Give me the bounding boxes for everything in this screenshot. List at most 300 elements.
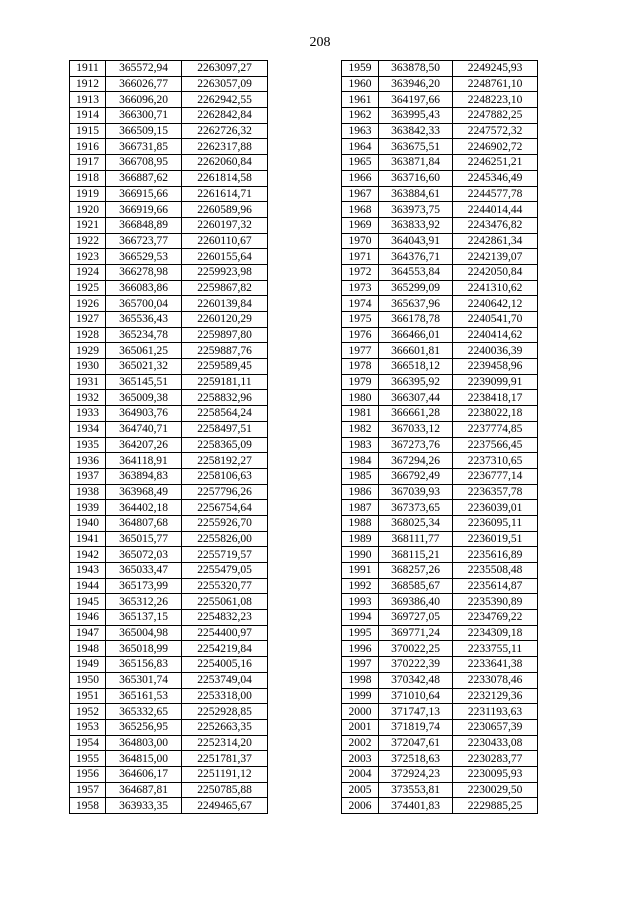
- coordinate-y-cell: 2260155,64: [182, 249, 268, 265]
- coordinate-y-cell: 2262942,55: [182, 92, 268, 108]
- point-number-cell: 1930: [70, 359, 106, 375]
- table-row: [342, 264, 538, 280]
- coordinate-y-cell: 2233078,46: [453, 672, 538, 688]
- page-number: 208: [309, 35, 331, 50]
- coordinate-y-cell: 2260589,96: [182, 202, 268, 218]
- coordinate-x-cell: 363878,50: [379, 61, 453, 77]
- table-row: [70, 186, 268, 202]
- coordinate-x-cell: 366178,78: [379, 312, 453, 328]
- coordinate-y-cell: 2237310,65: [453, 453, 538, 469]
- coordinate-x-cell: 365256,95: [106, 719, 182, 735]
- coordinate-x-cell: 364197,66: [379, 92, 453, 108]
- coordinate-x-cell: 365234,78: [106, 327, 182, 343]
- coordinate-x-cell: 365156,83: [106, 657, 182, 673]
- coordinate-x-cell: 374401,83: [379, 798, 453, 814]
- point-number-cell: 1914: [70, 108, 106, 124]
- point-number-cell: 1996: [342, 641, 379, 657]
- table-row: [70, 421, 268, 437]
- coordinate-x-cell: 364903,76: [106, 406, 182, 422]
- coordinate-y-cell: 2248761,10: [453, 76, 538, 92]
- coordinate-x-cell: 370222,39: [379, 657, 453, 673]
- coordinate-x-cell: 366661,28: [379, 406, 453, 422]
- point-number-cell: 1974: [342, 296, 379, 312]
- coordinate-x-cell: 367033,12: [379, 421, 453, 437]
- table-row: [342, 453, 538, 469]
- coordinate-x-cell: 367039,93: [379, 484, 453, 500]
- coordinate-y-cell: 2248223,10: [453, 92, 538, 108]
- coordinate-x-cell: 372518,63: [379, 751, 453, 767]
- coordinate-y-cell: 2258365,09: [182, 437, 268, 453]
- coordinate-x-cell: 363946,20: [379, 76, 453, 92]
- table-row: [342, 76, 538, 92]
- table-row: [70, 155, 268, 171]
- table-row: [70, 594, 268, 610]
- point-number-cell: 1918: [70, 170, 106, 186]
- coordinate-y-cell: 2260197,32: [182, 217, 268, 233]
- point-number-cell: 1941: [70, 531, 106, 547]
- table-row: [70, 531, 268, 547]
- point-number-cell: 1951: [70, 688, 106, 704]
- coordinate-x-cell: 371010,64: [379, 688, 453, 704]
- coordinate-y-cell: 2238022,18: [453, 406, 538, 422]
- coordinate-x-cell: 363884,61: [379, 186, 453, 202]
- table-row: [70, 453, 268, 469]
- table-row: [342, 233, 538, 249]
- coordinate-x-cell: 366278,98: [106, 264, 182, 280]
- point-number-cell: 1931: [70, 374, 106, 390]
- point-number-cell: 1956: [70, 766, 106, 782]
- table-row: [342, 421, 538, 437]
- table-row: [342, 186, 538, 202]
- point-number-cell: 1952: [70, 704, 106, 720]
- coordinate-x-cell: 364687,81: [106, 782, 182, 798]
- coordinate-y-cell: 2250785,88: [182, 782, 268, 798]
- coordinate-x-cell: 366518,12: [379, 359, 453, 375]
- point-number-cell: 1929: [70, 343, 106, 359]
- coordinate-y-cell: 2247882,25: [453, 108, 538, 124]
- point-number-cell: 1947: [70, 625, 106, 641]
- coordinate-y-cell: 2251191,12: [182, 766, 268, 782]
- coordinate-x-cell: 366601,81: [379, 343, 453, 359]
- coordinate-x-cell: 365018,99: [106, 641, 182, 657]
- coordinate-x-cell: 368115,21: [379, 547, 453, 563]
- table-row: [342, 249, 538, 265]
- coordinate-y-cell: 2255826,00: [182, 531, 268, 547]
- coordinate-y-cell: 2242139,07: [453, 249, 538, 265]
- point-number-cell: 1989: [342, 531, 379, 547]
- coordinate-x-cell: 373553,81: [379, 782, 453, 798]
- coordinate-x-cell: 364803,00: [106, 735, 182, 751]
- table-row: [342, 170, 538, 186]
- table-row: [70, 76, 268, 92]
- table-row: [70, 688, 268, 704]
- table-row: [342, 578, 538, 594]
- coordinate-y-cell: 2252663,35: [182, 719, 268, 735]
- table-row: [70, 625, 268, 641]
- table-row: [342, 751, 538, 767]
- table-row: [70, 108, 268, 124]
- point-number-cell: 1920: [70, 202, 106, 218]
- table-row: [70, 312, 268, 328]
- point-number-cell: 1980: [342, 390, 379, 406]
- point-number-cell: 1942: [70, 547, 106, 563]
- coordinate-y-cell: 2259589,45: [182, 359, 268, 375]
- coordinate-x-cell: 364043,91: [379, 233, 453, 249]
- point-number-cell: 2002: [342, 735, 379, 751]
- coordinate-y-cell: 2233641,38: [453, 657, 538, 673]
- point-number-cell: 1960: [342, 76, 379, 92]
- table-row: [342, 657, 538, 673]
- point-number-cell: 1955: [70, 751, 106, 767]
- coordinate-x-cell: 367273,76: [379, 437, 453, 453]
- point-number-cell: 1975: [342, 312, 379, 328]
- coordinate-y-cell: 2239458,96: [453, 359, 538, 375]
- coordinate-x-cell: 366466,01: [379, 327, 453, 343]
- point-number-cell: 1982: [342, 421, 379, 437]
- table-row: [70, 515, 268, 531]
- coordinate-x-cell: 363842,33: [379, 123, 453, 139]
- coordinate-x-cell: 365033,47: [106, 563, 182, 579]
- coordinate-x-cell: 371819,74: [379, 719, 453, 735]
- coordinate-x-cell: 363675,51: [379, 139, 453, 155]
- coordinate-y-cell: 2258497,51: [182, 421, 268, 437]
- coordinate-x-cell: 366731,85: [106, 139, 182, 155]
- point-number-cell: 1924: [70, 264, 106, 280]
- coordinate-y-cell: 2260139,84: [182, 296, 268, 312]
- table-row: [342, 343, 538, 359]
- table-row: [342, 782, 538, 798]
- table-row: [342, 641, 538, 657]
- table-row: [342, 625, 538, 641]
- coordinate-y-cell: 2244577,78: [453, 186, 538, 202]
- table-row: [70, 264, 268, 280]
- coordinate-y-cell: 2242861,34: [453, 233, 538, 249]
- point-number-cell: 1944: [70, 578, 106, 594]
- coordinate-x-cell: 365301,74: [106, 672, 182, 688]
- coordinate-x-cell: 365137,15: [106, 610, 182, 626]
- coordinate-x-cell: 365072,03: [106, 547, 182, 563]
- table-row: [70, 484, 268, 500]
- coordinate-x-cell: 363894,83: [106, 468, 182, 484]
- coordinate-y-cell: 2255926,70: [182, 515, 268, 531]
- table-row: [342, 766, 538, 782]
- coordinate-x-cell: 365173,99: [106, 578, 182, 594]
- coordinate-y-cell: 2236777,14: [453, 468, 538, 484]
- point-number-cell: 1986: [342, 484, 379, 500]
- point-number-cell: 1912: [70, 76, 106, 92]
- coordinate-y-cell: 2258192,27: [182, 453, 268, 469]
- point-number-cell: 1950: [70, 672, 106, 688]
- coordinate-x-cell: 365312,26: [106, 594, 182, 610]
- point-number-cell: 1967: [342, 186, 379, 202]
- coordinate-y-cell: 2231193,63: [453, 704, 538, 720]
- coordinate-y-cell: 2230029,50: [453, 782, 538, 798]
- coordinate-x-cell: 365009,38: [106, 390, 182, 406]
- point-number-cell: 1958: [70, 798, 106, 814]
- point-number-cell: 1977: [342, 343, 379, 359]
- coordinate-y-cell: 2235508,48: [453, 563, 538, 579]
- table-row: [70, 578, 268, 594]
- table-row: [70, 217, 268, 233]
- coordinate-x-cell: 365161,53: [106, 688, 182, 704]
- table-row: [70, 359, 268, 375]
- coordinate-x-cell: 367373,65: [379, 500, 453, 516]
- point-number-cell: 1992: [342, 578, 379, 594]
- point-number-cell: 1985: [342, 468, 379, 484]
- coordinate-x-cell: 363833,92: [379, 217, 453, 233]
- point-number-cell: 1990: [342, 547, 379, 563]
- table-row: [342, 406, 538, 422]
- point-number-cell: 1927: [70, 312, 106, 328]
- point-number-cell: 1938: [70, 484, 106, 500]
- coordinates-table-left: [69, 60, 268, 814]
- coordinate-y-cell: 2240036,39: [453, 343, 538, 359]
- coordinate-y-cell: 2235616,89: [453, 547, 538, 563]
- table-row: [342, 563, 538, 579]
- coordinate-y-cell: 2254005,16: [182, 657, 268, 673]
- point-number-cell: 1945: [70, 594, 106, 610]
- point-number-cell: 1995: [342, 625, 379, 641]
- table-row: [70, 374, 268, 390]
- point-number-cell: 2004: [342, 766, 379, 782]
- coordinate-x-cell: 363716,60: [379, 170, 453, 186]
- point-number-cell: 1981: [342, 406, 379, 422]
- coordinate-y-cell: 2236039,01: [453, 500, 538, 516]
- coordinate-y-cell: 2240642,12: [453, 296, 538, 312]
- table-row: [342, 704, 538, 720]
- coordinate-x-cell: 366096,20: [106, 92, 182, 108]
- coordinate-x-cell: 364553,84: [379, 264, 453, 280]
- coordinate-y-cell: 2253318,00: [182, 688, 268, 704]
- coordinate-x-cell: 366026,77: [106, 76, 182, 92]
- point-number-cell: 1940: [70, 515, 106, 531]
- point-number-cell: 1928: [70, 327, 106, 343]
- point-number-cell: 2001: [342, 719, 379, 735]
- coordinate-y-cell: 2261614,71: [182, 186, 268, 202]
- point-number-cell: 1954: [70, 735, 106, 751]
- coordinate-x-cell: 370022,25: [379, 641, 453, 657]
- coordinate-x-cell: 365700,04: [106, 296, 182, 312]
- coordinate-y-cell: 2259897,80: [182, 327, 268, 343]
- coordinate-y-cell: 2256754,64: [182, 500, 268, 516]
- coordinate-x-cell: 369386,40: [379, 594, 453, 610]
- coordinate-y-cell: 2260110,67: [182, 233, 268, 249]
- point-number-cell: 1953: [70, 719, 106, 735]
- coordinate-x-cell: 368111,77: [379, 531, 453, 547]
- point-number-cell: 1991: [342, 563, 379, 579]
- coordinate-y-cell: 2241310,62: [453, 280, 538, 296]
- coordinate-y-cell: 2235390,89: [453, 594, 538, 610]
- table-row: [70, 296, 268, 312]
- coordinate-x-cell: 363995,43: [379, 108, 453, 124]
- table-row: [70, 61, 268, 77]
- coordinate-y-cell: 2236357,78: [453, 484, 538, 500]
- point-number-cell: 1979: [342, 374, 379, 390]
- coordinate-x-cell: 372047,61: [379, 735, 453, 751]
- point-number-cell: 1976: [342, 327, 379, 343]
- coordinate-y-cell: 2258564,24: [182, 406, 268, 422]
- point-number-cell: 1965: [342, 155, 379, 171]
- point-number-cell: 1925: [70, 280, 106, 296]
- coordinate-y-cell: 2246902,72: [453, 139, 538, 155]
- table-row: [342, 547, 538, 563]
- table-row: [342, 108, 538, 124]
- coordinate-y-cell: 2252314,20: [182, 735, 268, 751]
- table-row: [342, 500, 538, 516]
- point-number-cell: 1922: [70, 233, 106, 249]
- point-number-cell: 1933: [70, 406, 106, 422]
- table-row: [342, 217, 538, 233]
- coordinate-y-cell: 2255320,77: [182, 578, 268, 594]
- table-row: [70, 390, 268, 406]
- point-number-cell: 1919: [70, 186, 106, 202]
- coordinate-y-cell: 2234769,22: [453, 610, 538, 626]
- table-row: [70, 798, 268, 814]
- coordinate-y-cell: 2242050,84: [453, 264, 538, 280]
- table-row: [342, 594, 538, 610]
- table-row: [342, 688, 538, 704]
- table-row: [342, 735, 538, 751]
- coordinate-y-cell: 2252928,85: [182, 704, 268, 720]
- point-number-cell: 1911: [70, 61, 106, 77]
- coordinate-x-cell: 370342,48: [379, 672, 453, 688]
- coordinate-x-cell: 366915,66: [106, 186, 182, 202]
- coordinate-y-cell: 2263097,27: [182, 61, 268, 77]
- table-row: [70, 233, 268, 249]
- table-row: [70, 202, 268, 218]
- point-number-cell: 1948: [70, 641, 106, 657]
- coordinate-y-cell: 2239099,91: [453, 374, 538, 390]
- point-number-cell: 1917: [70, 155, 106, 171]
- coordinate-y-cell: 2259181,11: [182, 374, 268, 390]
- coordinate-x-cell: 366708,95: [106, 155, 182, 171]
- coordinate-y-cell: 2262726,32: [182, 123, 268, 139]
- coordinate-y-cell: 2245346,49: [453, 170, 538, 186]
- coordinate-x-cell: 366395,92: [379, 374, 453, 390]
- point-number-cell: 1993: [342, 594, 379, 610]
- table-row: [70, 735, 268, 751]
- point-number-cell: 1949: [70, 657, 106, 673]
- coordinate-x-cell: 365015,77: [106, 531, 182, 547]
- point-number-cell: 1972: [342, 264, 379, 280]
- coordinate-x-cell: 369727,05: [379, 610, 453, 626]
- coordinate-x-cell: 365299,09: [379, 280, 453, 296]
- coordinate-x-cell: 363968,49: [106, 484, 182, 500]
- table-row: [342, 610, 538, 626]
- table-row: [342, 123, 538, 139]
- point-number-cell: 1915: [70, 123, 106, 139]
- table-row: [70, 641, 268, 657]
- coordinate-x-cell: 369771,24: [379, 625, 453, 641]
- point-number-cell: 1936: [70, 453, 106, 469]
- point-number-cell: 1999: [342, 688, 379, 704]
- point-number-cell: 1964: [342, 139, 379, 155]
- coordinate-y-cell: 2238418,17: [453, 390, 538, 406]
- table-row: [70, 170, 268, 186]
- coordinate-y-cell: 2236095,11: [453, 515, 538, 531]
- point-number-cell: 1994: [342, 610, 379, 626]
- coordinate-x-cell: 371747,13: [379, 704, 453, 720]
- coordinate-y-cell: 2255479,05: [182, 563, 268, 579]
- coordinate-x-cell: 365021,32: [106, 359, 182, 375]
- coordinate-x-cell: 367294,26: [379, 453, 453, 469]
- table-row: [70, 468, 268, 484]
- point-number-cell: 1934: [70, 421, 106, 437]
- coordinate-y-cell: 2244014,44: [453, 202, 538, 218]
- table-row: [342, 359, 538, 375]
- point-number-cell: 1913: [70, 92, 106, 108]
- coordinate-y-cell: 2236019,51: [453, 531, 538, 547]
- coordinate-y-cell: 2259867,82: [182, 280, 268, 296]
- table-row: [70, 782, 268, 798]
- table-row: [70, 563, 268, 579]
- table-row: [342, 719, 538, 735]
- point-number-cell: 2005: [342, 782, 379, 798]
- point-number-cell: 1935: [70, 437, 106, 453]
- table-row: [70, 547, 268, 563]
- table-row: [70, 672, 268, 688]
- coordinate-y-cell: 2254832,23: [182, 610, 268, 626]
- point-number-cell: 1959: [342, 61, 379, 77]
- coordinate-x-cell: 365004,98: [106, 625, 182, 641]
- coordinate-x-cell: 366887,62: [106, 170, 182, 186]
- table-row: [342, 374, 538, 390]
- table-row: [70, 280, 268, 296]
- coordinate-y-cell: 2235614,87: [453, 578, 538, 594]
- point-number-cell: 1970: [342, 233, 379, 249]
- coordinate-y-cell: 2263057,09: [182, 76, 268, 92]
- coordinate-y-cell: 2237566,45: [453, 437, 538, 453]
- table-row: [70, 123, 268, 139]
- point-number-cell: 1939: [70, 500, 106, 516]
- table-row: [342, 327, 538, 343]
- coordinate-y-cell: 2254219,84: [182, 641, 268, 657]
- table-row: [70, 406, 268, 422]
- coordinate-x-cell: 366529,53: [106, 249, 182, 265]
- table-row: [70, 704, 268, 720]
- point-number-cell: 1916: [70, 139, 106, 155]
- coordinate-x-cell: 368257,26: [379, 563, 453, 579]
- coordinate-y-cell: 2240414,62: [453, 327, 538, 343]
- point-number-cell: 1921: [70, 217, 106, 233]
- coordinate-y-cell: 2254400,97: [182, 625, 268, 641]
- table-row: [70, 92, 268, 108]
- coordinate-y-cell: 2255061,08: [182, 594, 268, 610]
- coordinate-x-cell: 364207,26: [106, 437, 182, 453]
- coordinate-y-cell: 2240541,70: [453, 312, 538, 328]
- coordinate-y-cell: 2243476,82: [453, 217, 538, 233]
- coordinates-table-right: [341, 60, 538, 814]
- coordinate-y-cell: 2234309,18: [453, 625, 538, 641]
- point-number-cell: 1937: [70, 468, 106, 484]
- coordinate-y-cell: 2247572,32: [453, 123, 538, 139]
- coordinate-y-cell: 2262842,84: [182, 108, 268, 124]
- table-row: [342, 312, 538, 328]
- point-number-cell: 1943: [70, 563, 106, 579]
- coordinate-x-cell: 363871,84: [379, 155, 453, 171]
- table-row: [342, 468, 538, 484]
- table-row: [70, 343, 268, 359]
- table-row: [70, 751, 268, 767]
- table-row: [342, 202, 538, 218]
- coordinate-x-cell: 365536,43: [106, 312, 182, 328]
- table-row: [70, 766, 268, 782]
- coordinate-x-cell: 372924,23: [379, 766, 453, 782]
- coordinate-y-cell: 2258106,63: [182, 468, 268, 484]
- coordinate-x-cell: 363973,75: [379, 202, 453, 218]
- coordinate-y-cell: 2262060,84: [182, 155, 268, 171]
- point-number-cell: 1983: [342, 437, 379, 453]
